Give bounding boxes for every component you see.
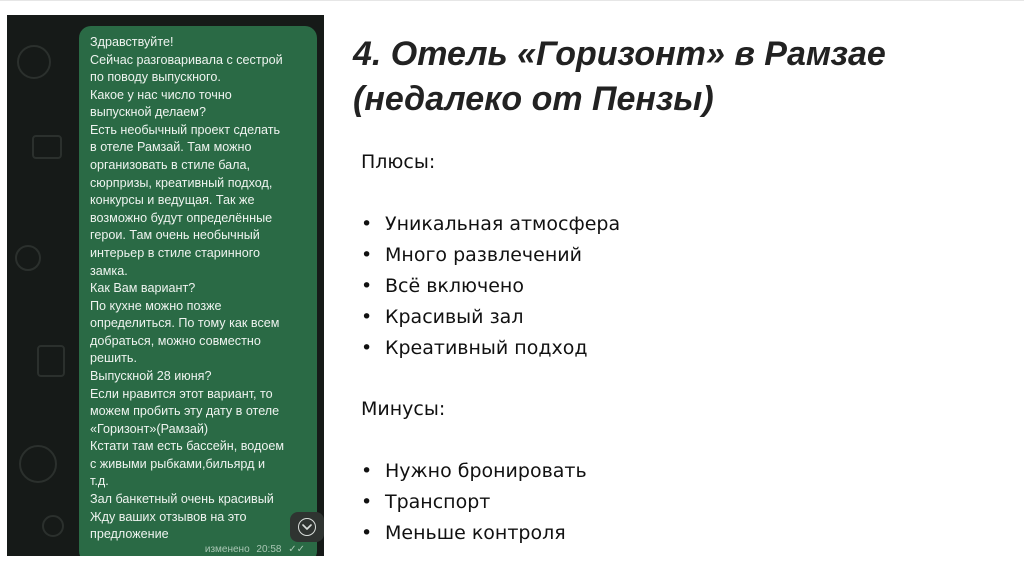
message-line: герои. Там очень необычный bbox=[90, 228, 260, 243]
background-doodle bbox=[42, 515, 64, 537]
message-line: Кстати там есть бассейн, водоем bbox=[90, 439, 285, 454]
message-line: т.д. bbox=[90, 474, 109, 489]
scroll-down-button[interactable] bbox=[290, 512, 324, 542]
message-line: Если нравится этот вариант, то bbox=[90, 386, 273, 401]
pros-list bbox=[361, 209, 620, 364]
message-bubble bbox=[79, 26, 317, 556]
background-doodle bbox=[37, 345, 65, 377]
chat-screenshot bbox=[7, 15, 324, 556]
message-line: Сейчас разговаривала с сестрой bbox=[90, 52, 283, 67]
chevron-down-icon bbox=[298, 518, 316, 536]
background-doodle bbox=[32, 135, 62, 159]
bullet: • bbox=[361, 460, 373, 482]
pros-item: • Уникальная атмосфера bbox=[361, 209, 620, 240]
slide-title bbox=[353, 32, 1003, 122]
message-line: выпускной делаем? bbox=[90, 105, 206, 120]
pros-item: • Много развлечений bbox=[361, 240, 620, 271]
message-line: Здравствуйте! bbox=[90, 35, 174, 49]
bullet: • bbox=[361, 522, 373, 544]
message-line: сюрпризы, креативный подход, bbox=[90, 175, 273, 190]
message-line: по поводу выпускного. bbox=[90, 70, 221, 85]
title-line-2: (недалеко от Пензы) bbox=[353, 80, 714, 118]
edited-label: изменено bbox=[204, 544, 250, 555]
bullet: • bbox=[361, 244, 373, 266]
message-line: можем пробить эту дату в отеле bbox=[90, 404, 280, 419]
background-doodle bbox=[17, 45, 51, 79]
message-line: с живыми рыбками,бильярд и bbox=[90, 456, 266, 471]
bullet: • bbox=[361, 337, 373, 359]
bullet: • bbox=[361, 275, 373, 297]
message-line: определиться. По тому как всем bbox=[90, 316, 280, 331]
message-line: конкурсы и ведущая. Так же bbox=[90, 193, 255, 208]
message-line: «Горизонт»(Рамзай) bbox=[90, 421, 209, 436]
cons-item: • Транспорт bbox=[361, 487, 587, 518]
message-line: Как Вам вариант? bbox=[90, 281, 196, 296]
title-line-1: 4. Отель «Горизонт» в Рамзае bbox=[353, 35, 886, 73]
pros-item: • Красивый зал bbox=[361, 302, 620, 333]
cons-item: • Нужно бронировать bbox=[361, 456, 587, 487]
message-line: Есть необычный проект сделать bbox=[90, 122, 281, 137]
pros-label: Плюсы: bbox=[361, 151, 436, 173]
message-line: в отеле Рамзай. Там можно bbox=[90, 140, 252, 155]
message-line: добраться, можно совместно bbox=[90, 333, 261, 348]
message-text bbox=[90, 34, 316, 544]
bullet: • bbox=[361, 213, 373, 235]
message-meta bbox=[201, 544, 305, 555]
background-doodle bbox=[15, 245, 41, 271]
message-line: замка. bbox=[90, 263, 128, 278]
message-line: предложение bbox=[90, 527, 169, 542]
message-line: Зал банкетный очень красивый bbox=[90, 492, 274, 507]
cons-list bbox=[361, 456, 587, 549]
message-line: решить. bbox=[90, 351, 137, 366]
message-line: Какое у нас число точно bbox=[90, 87, 232, 102]
message-line: Жду ваших отзывов на это bbox=[90, 509, 247, 524]
read-receipt-icon: ✓✓ bbox=[288, 544, 305, 555]
cons-label: Минусы: bbox=[361, 398, 446, 420]
message-line: Выпускной 28 июня? bbox=[90, 368, 212, 383]
pros-item: • Всё включено bbox=[361, 271, 620, 302]
message-time: 20:58 bbox=[256, 544, 282, 555]
cons-item: • Меньше контроля bbox=[361, 518, 587, 549]
bullet: • bbox=[361, 491, 373, 513]
message-line: организовать в стиле бала, bbox=[90, 158, 250, 173]
background-doodle bbox=[19, 445, 57, 483]
message-line: возможно будут определённые bbox=[90, 210, 273, 225]
top-divider bbox=[0, 0, 1024, 1]
bullet: • bbox=[361, 306, 373, 328]
message-line: интерьер в стиле старинного bbox=[90, 245, 261, 260]
pros-item: • Креативный подход bbox=[361, 333, 620, 364]
message-line: По кухне можно позже bbox=[90, 298, 222, 313]
